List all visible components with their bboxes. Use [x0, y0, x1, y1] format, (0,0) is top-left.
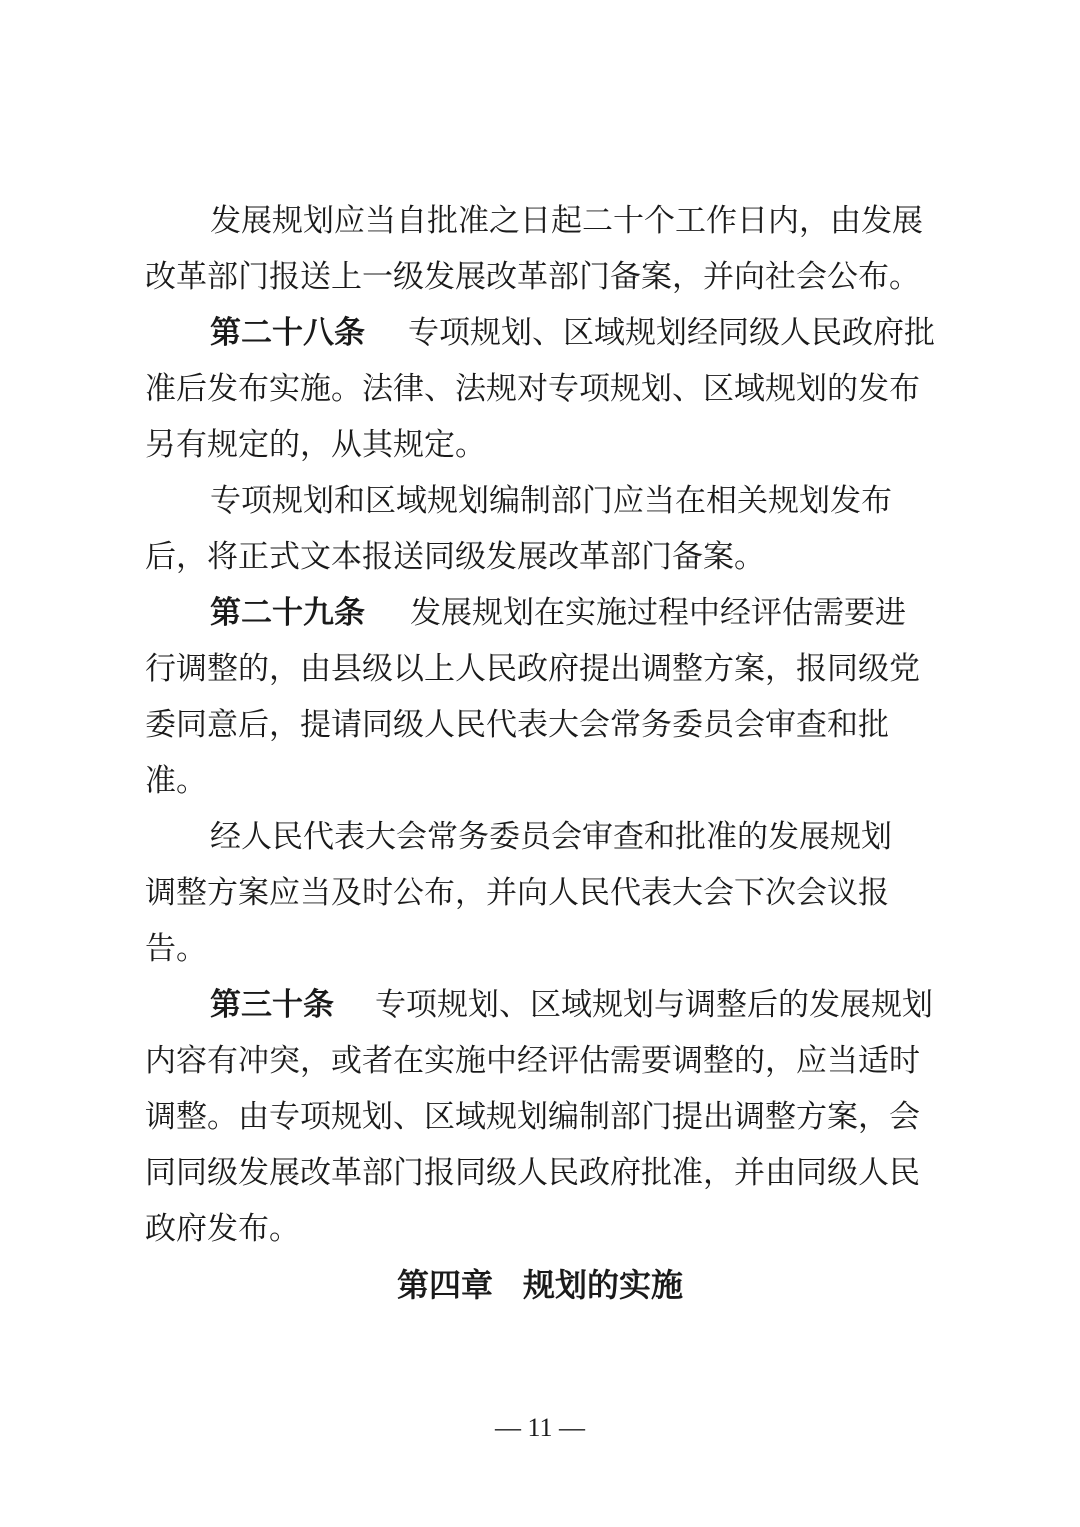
text-line: [0, 250, 1080, 304]
paragraph-text: 同同级发展改革部门报同级人民政府批准，并由同级人民: [145, 1155, 920, 1191]
text-line: [0, 866, 1080, 920]
text-line: [0, 922, 1080, 976]
text-line: [0, 362, 1080, 416]
paragraph-text: 调整。由专项规划、区域规划编制部门提出调整方案，会: [145, 1099, 920, 1135]
paragraph-text: 准。: [145, 763, 207, 799]
text-line: [0, 418, 1080, 472]
page-number: — 11 —: [494, 1413, 586, 1442]
chapter-title: 规划的实施: [523, 1266, 684, 1304]
paragraph-text: 后，将正式文本报送同级发展改革部门备案。: [145, 539, 765, 575]
paragraph-text: 委同意后，提请同级人民代表大会常务委员会审查和批: [145, 707, 889, 743]
paragraph-text: 发展规划在实施过程中经评估需要进: [410, 595, 906, 631]
chapter-heading: [0, 1258, 1080, 1312]
text-line: [0, 586, 1080, 640]
paragraph-text: 专项规划、区域规划与调整后的发展规划: [375, 987, 933, 1023]
text-line: [0, 978, 1080, 1032]
paragraph-text: 另有规定的，从其规定。: [145, 427, 486, 463]
text-line: [0, 1034, 1080, 1088]
article-number: 第二十八条: [210, 315, 365, 351]
text-line: [0, 1090, 1080, 1144]
text-line: [0, 698, 1080, 752]
paragraph-text: 准后发布实施。法律、法规对专项规划、区域规划的发布: [145, 371, 920, 407]
text-line: [0, 474, 1080, 528]
text-line: [0, 754, 1080, 808]
text-line: [0, 810, 1080, 864]
article-number: 第二十九条: [210, 595, 365, 631]
text-line: [0, 194, 1080, 248]
text-line: [0, 306, 1080, 360]
chapter-number: 第四章: [396, 1266, 493, 1304]
text-line: [0, 1202, 1080, 1256]
article-number: 第三十条: [210, 987, 334, 1023]
text-line: [0, 530, 1080, 584]
text-line: [0, 1146, 1080, 1200]
paragraph-text: 发展规划应当自批准之日起二十个工作日内，由发展: [210, 203, 923, 239]
paragraph-text: 调整方案应当及时公布，并向人民代表大会下次会议报: [145, 875, 889, 911]
paragraph-text: 经人民代表大会常务委员会审查和批准的发展规划: [210, 819, 892, 855]
paragraph-text: 内容有冲突，或者在实施中经评估需要调整的，应当适时: [145, 1043, 920, 1079]
paragraph-text: 专项规划、区域规划经同级人民政府批: [408, 315, 935, 351]
text-line: [0, 642, 1080, 696]
paragraph-text: 改革部门报送上一级发展改革部门备案，并向社会公布。: [145, 259, 920, 295]
paragraph-text: 政府发布。: [145, 1211, 300, 1247]
paragraph-text: 专项规划和区域规划编制部门应当在相关规划发布: [210, 483, 892, 519]
paragraph-text: 告。: [145, 931, 207, 967]
paragraph-text: 行调整的，由县级以上人民政府提出调整方案，报同级党: [145, 651, 920, 687]
